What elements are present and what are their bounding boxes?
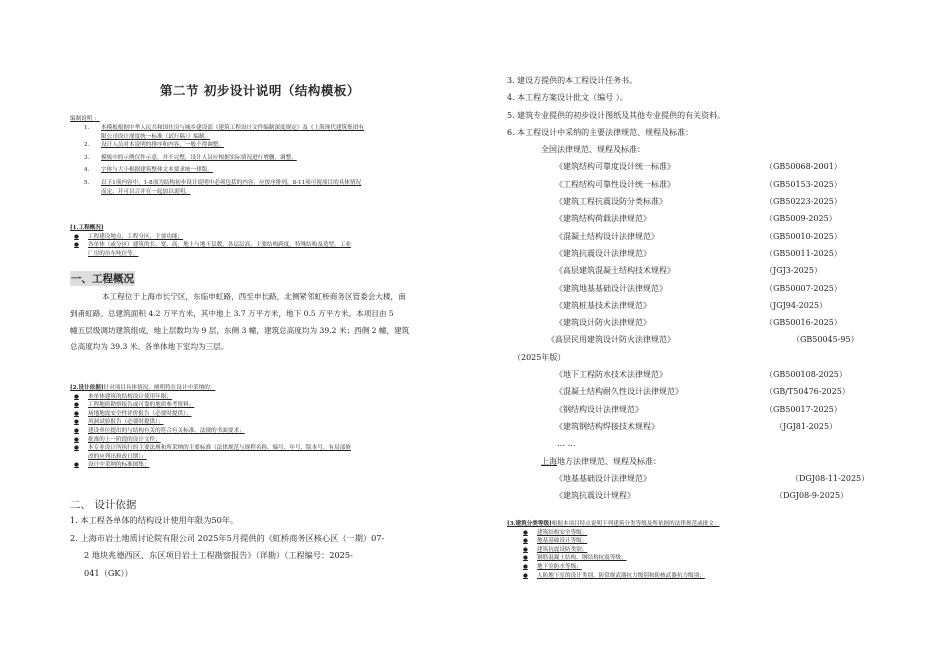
standard-row: 《地下工程防水技术法律规范》 （GB500108-2025） (555, 370, 847, 380)
list-item: 2. 上海市岩土地质讨论院有限公司 2025年5月提供的《虹桥商务区核心区（一期）07- (70, 532, 385, 543)
list-item: ● 设计中采纳的标准图集； (70, 461, 351, 470)
list-item: ● 建筑结构安全等级； (507, 529, 907, 538)
list-item: ● 批准的上一阶段的设计文件； (70, 436, 351, 445)
bullet-icon: ● (74, 233, 79, 240)
list-item: ● 各单体（或分区）建筑的长、宽、高，地上与地下层数，各层层高，主要结构跨度，特殊结构及造型，工业 厂房的吊车吨位等。 (70, 241, 351, 258)
list-item: 3. 模板中的示例仅作示意，并不完整，设计人员应根据实际情况进行增删、调整。 (84, 154, 297, 161)
list-item: 2 地块兆德西区、东区项目岩土工程勘察报告》（详勘）（工程编号：2025- (84, 550, 353, 560)
list-item: ● 工程地质勘察报告或可靠的地质参考资料； (70, 401, 351, 410)
standard-row: 《建筑抗震设计法律规范》 （GB50011-2025） (555, 248, 842, 258)
local-standards-heading: 上海地方法律规范、规程及标准： (541, 456, 661, 466)
list-item: ● 地下室防水等级； (507, 563, 907, 572)
page-title: 第二节 初步设计说明（结构模板） (160, 83, 360, 98)
bullet-icon: ● (523, 572, 528, 579)
standard-row: 《钢结构设计法律规范》 （GB50017-2025） (555, 404, 842, 414)
notes-list (84, 124, 470, 196)
list-item: ● 本单体建筑的结构设计使用年限； (70, 393, 351, 402)
notes-heading: 编制说明 ： (70, 116, 100, 122)
standard-row: 《建筑钢结构焊接技术规程》 （JGJ81-2025） (555, 421, 838, 431)
list-item: 2. 设计人员对本说明的排序和内容，一般不得调整。 (84, 142, 225, 149)
section-heading-overview: 一、工程概况 (71, 273, 134, 285)
list-item: 3. 建设方提供的本工程设计任务书。 (507, 76, 638, 85)
list-item: 041（GK）） (84, 567, 133, 578)
bullet-icon: ● (74, 462, 79, 469)
fenlei-note (507, 520, 907, 580)
standard-row: 《地基基础设计法律规范》 （DGJ08-11-2025） (555, 473, 870, 483)
standard-row: 《混凝土结构耐久性设计法律规范》 （GB/T50476-2025） (555, 387, 850, 397)
section-heading-basis: 二、 设计依据 (70, 499, 137, 511)
standard-row: 《建筑结构荷载法律规范》 （GB5009-2025） (555, 214, 837, 224)
list-item: ● 工程建设地点，工程分区，主要功能； (70, 233, 351, 242)
standard-row: 《建筑桩基技术法律规范》 （JGJ94-2025） (555, 300, 828, 310)
list-item: ● 人防地下室的设计类别、防常规武器抗力级别和防核武器抗力级别； (507, 572, 907, 581)
bullet-icon: ● (523, 555, 528, 562)
bullet-icon: ● (523, 529, 528, 536)
gaikuang-note (70, 224, 351, 258)
standard-row: 《建筑设计防火法律规范》 （GB50016-2025） (555, 318, 842, 328)
list-item: 1. 本工程各单体的结构设计使用年限为50年。 (70, 515, 239, 525)
list-item: ● 钢筋混凝土结构、钢结构抗震等级； (507, 554, 907, 563)
standard-row: 《高层民用建筑设计防火法律规范》 （GB50045-95） (547, 335, 859, 345)
edition-note: （2025年版） (513, 352, 566, 362)
bullet-icon: ● (523, 563, 528, 570)
bullet-icon: ● (74, 393, 79, 400)
list-item: ● 场地地震安全性评价报告（必要时提供）； (70, 410, 351, 419)
list-item: 4. 本工程方案设计批文（编号 ）。 (507, 93, 628, 103)
yiju-note (70, 384, 351, 470)
list-item: ● 建筑抗震设防类别； (507, 546, 907, 555)
list-item: 5. 建筑专业提供的初步设计图纸及其他专业提供的有关资料。 (507, 110, 726, 120)
list-item: 6. 本工程设计中采纳的主要法律规范、规程及标准： (507, 127, 694, 137)
list-item: 5. 以下1项内容中，1-8项为结构初步设计说明中必须包括的内容，应按序排列，8-11项可视项目的具体情况 而定，并可以合并在一起加以说明。 (84, 179, 362, 195)
list-item: 1. 本模板根据中华人民共和国住房与城乡建设部《建筑工程设计文件编制深度规定》及《上海现代建筑集团有 限公司设计深度统一标准（试行稿）》编制。 (84, 125, 364, 140)
bullet-icon: ● (74, 242, 79, 249)
bullet-icon: ● (74, 436, 79, 443)
standard-row: 《高层建筑混凝土结构技术规程》 （JGJ3-2025） (555, 266, 822, 276)
standard-row: 《建筑抗震设计规程》 （DGJ08-9-2025） (555, 491, 849, 501)
bullet-icon: ● (523, 538, 528, 545)
basis-list-continued (507, 72, 907, 504)
bullet-icon: ● (74, 410, 79, 417)
yiju-tag-line: [2.设计依据]针对项目具体情况，阐明将在设计中采纳的： (70, 385, 216, 391)
list-item: ● 本专业设计所执行的主要法规和所采纳的主要标准（法律规范与规程名称、编号、年号、版本号，有局部修 改的应列出修改日期）； (70, 444, 351, 461)
list-item: ● 建设单位提出的与结构有关的符合有关标准、法规的书面要求； (70, 427, 351, 436)
list-item: 4. 字体与大小根据建筑整体文本要求统一排版。 (84, 167, 213, 174)
bullet-icon: ● (523, 546, 528, 553)
bullet-icon: ● (74, 402, 79, 409)
standard-row: 《建筑地基基础设计法律规范》 （GB50007-2025） (555, 283, 842, 293)
standard-row: 《建筑结构可靠度设计统一标准》 （GB50068-2001） (555, 162, 842, 172)
bullet-icon: ● (74, 445, 79, 452)
overview-paragraph: 本工程位于上海市长宁区，东临申虹路，西至申长路，北侧紧邻虹桥商务区管委会大楼，南 到甬虹路。总建筑面积 4.2 万平方米，其中地上 3.7 万平方米，地下 0.5 万平方米。本项目由 5 幢五层级调坊建筑组成，地上层数均为 9 层，东侧 3 幢，建筑总高度均为 39.2 米；西侧 2 幢，建筑 总高度均为 39.3 米。各单体地下室均为三层。 (70, 292, 410, 352)
bullet-icon: ● (74, 419, 79, 426)
ellipsis: … … (557, 439, 576, 449)
list-item: ● 地基基础设计等级； (507, 537, 907, 546)
list-item: ● 风洞试验报告（必要时提供）； (70, 418, 351, 427)
standard-row: 《工程结构可靠性设计统一标准》 （GB50153-2025） (555, 179, 842, 189)
gaikuang-tag: [1.工程概况] (70, 225, 104, 231)
basis-list (70, 512, 470, 582)
fenlei-tag-line: [3.建筑分类等级]根据本项目特点说明下列建筑分类等级及所依据的法律规范或批文： (507, 521, 720, 527)
standard-row: 《混凝土结构设计法律规范》 （GB50010-2025） (555, 231, 842, 241)
standard-row: 《建筑工程抗震设防分类标准》 （GB50223-2025） (555, 197, 842, 207)
national-standards-heading: 全国法律规范、规程及标准： (541, 145, 645, 155)
bullet-icon: ● (74, 427, 79, 434)
